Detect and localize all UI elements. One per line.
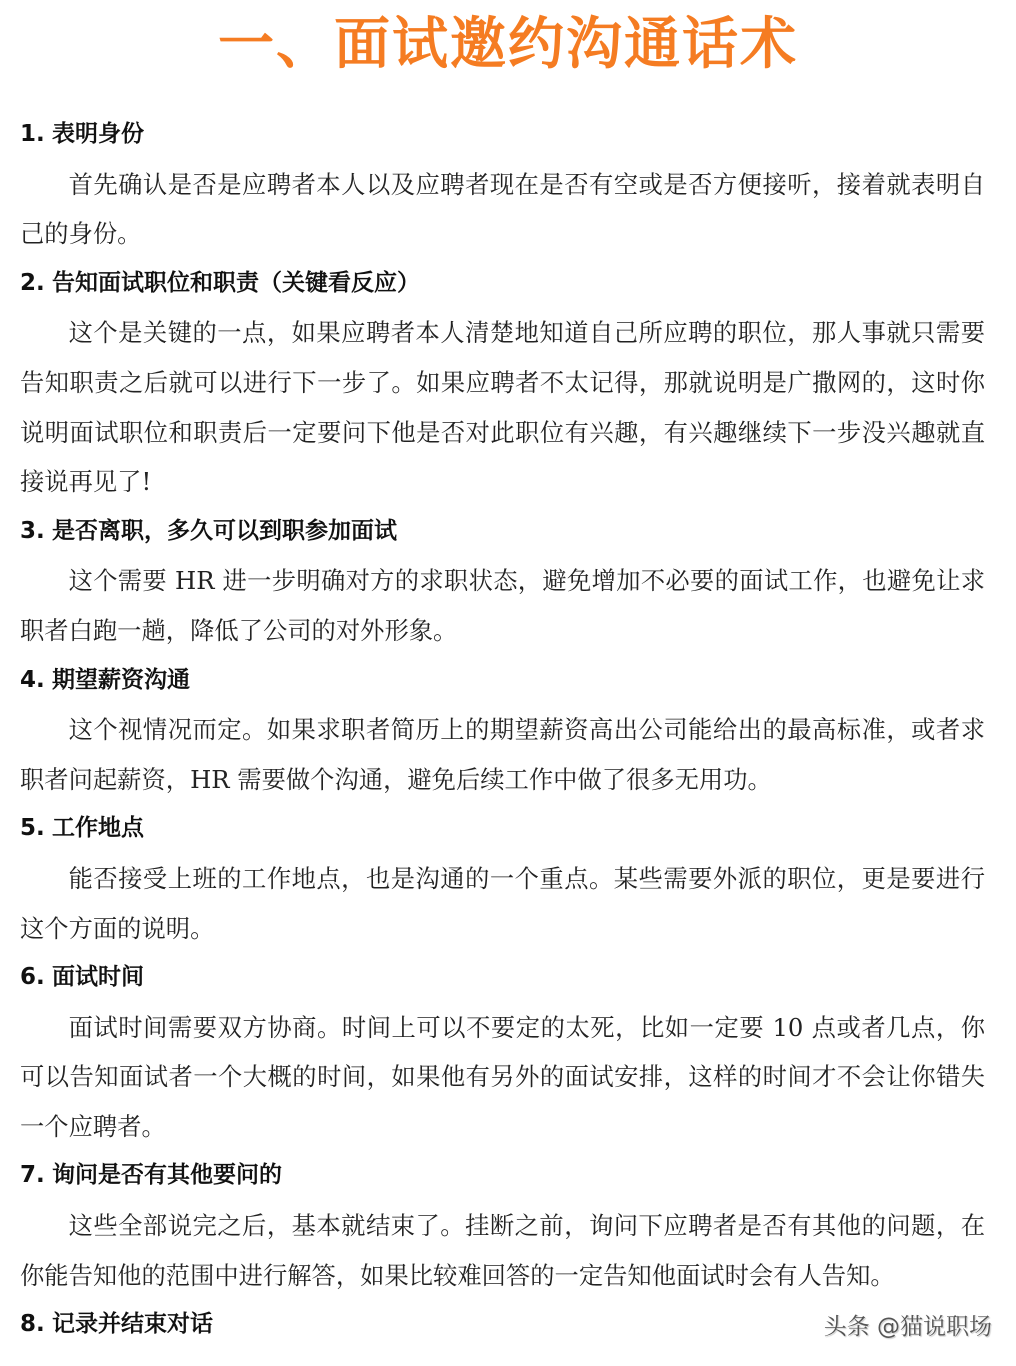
section-title: 面试时间 <box>52 964 144 991</box>
document-body <box>20 110 985 1350</box>
section-number: 2. <box>20 269 45 296</box>
section-paragraph: 首先确认是否是应聘者本人以及应聘者现在是否有空或是否方便接听，接着就表明自己的身份。 <box>20 169 985 249</box>
section-number: 8. <box>20 1311 45 1338</box>
section-number: 3. <box>20 517 45 544</box>
section-number: 5. <box>20 815 45 842</box>
section-title: 记录并结束对话 <box>52 1311 213 1338</box>
section-number: 4. <box>20 666 45 693</box>
watermark: 头条 @猫说职场 <box>823 1314 992 1340</box>
section-heading <box>20 656 985 706</box>
section-title: 期望薪资沟通 <box>52 666 190 693</box>
section-paragraph: 这个需要 HR 进一步明确对方的求职状态，避免增加不必要的面试工作，也避免让求职者白跑一趟，降低了公司的对外形象。 <box>20 566 985 645</box>
section-heading <box>20 110 985 160</box>
page-title: 一、面试邀约沟通话术 <box>218 12 798 77</box>
section-number: 7. <box>20 1162 45 1189</box>
section-title: 告知面试职位和职责（关键看反应） <box>52 269 420 296</box>
section-heading <box>20 507 985 557</box>
section-number: 1. <box>20 121 45 147</box>
section-paragraph: 这些全部说完之后，基本就结束了。挂断之前，询问下应聘者是否有其他的问题，在你能告知他的范围中进行解答，如果比较难回答的一定告知他面试时会有人告知。 <box>20 1211 985 1290</box>
section-heading <box>20 804 985 854</box>
section-heading <box>20 1151 985 1201</box>
section-title: 询问是否有其他要问的 <box>52 1162 282 1189</box>
section-paragraph: 这个视情况而定。如果求职者简历上的期望薪资高出公司能给出的最高标准，或者求职者问起薪资，HR 需要做个沟通，避免后续工作中做了很多无用功。 <box>20 715 985 794</box>
section-title: 工作地点 <box>52 815 144 842</box>
section-paragraph: 面试时间需要双方协商。时间上可以不要定的太死，比如一定要 10 点或者几点，你可以告知面试者一个大概的时间，如果他有另外的面试安排，这样的时间才不会让你错失一个应聘者。 <box>20 1012 985 1141</box>
section-paragraph: 这个是关键的一点，如果应聘者本人清楚地知道自己所应聘的职位，那人事就只需要告知职责之后就可以进行下一步了。如果应聘者不太记得，那就说明是广撒网的，这时你说明面试职位和职责后一定要问下他是否对此职位有兴趣，有兴趣继续下一步没兴趣就直接说再见了! <box>20 318 985 497</box>
section-heading <box>20 953 985 1003</box>
section-title: 是否离职，多久可以到职参加面试 <box>52 517 397 544</box>
section-heading <box>20 259 985 309</box>
section-number: 6. <box>20 964 45 991</box>
section-title: 表明身份 <box>52 121 144 147</box>
section-paragraph: 能否接受上班的工作地点，也是沟通的一个重点。某些需要外派的职位，更是要进行这个方面的说明。 <box>20 863 985 943</box>
